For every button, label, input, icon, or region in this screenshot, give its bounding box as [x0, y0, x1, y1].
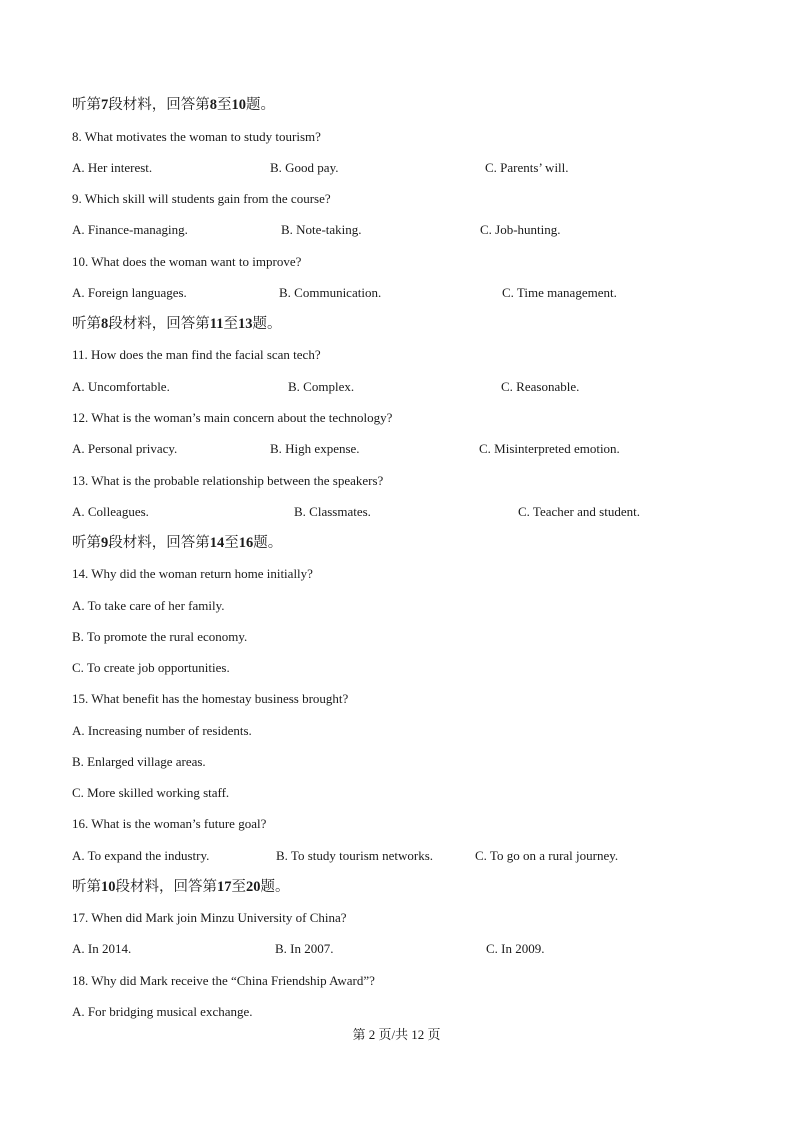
option-a: A. Colleagues.: [72, 504, 149, 519]
option-a: A. In 2014.: [72, 941, 132, 956]
option-c: C. Misinterpreted emotion.: [479, 441, 620, 456]
page-footer: 第 2 页/共 12 页: [352, 1027, 441, 1042]
section-heading: 听第9段材料，回答第14至16题。: [72, 535, 283, 551]
option-c: C. More skilled working staff.: [72, 785, 230, 800]
option-b: B. Note-taking.: [281, 222, 362, 237]
option-b: B. To study tourism networks.: [276, 848, 434, 863]
option-c: C. Job-hunting.: [480, 222, 561, 237]
question-text: 10. What does the woman want to improve?: [72, 254, 302, 269]
option-c: C. Time management.: [502, 285, 617, 300]
question-text: 9. Which skill will students gain from the course?: [72, 191, 331, 206]
question-text: 18. Why did Mark receive the “China Friendship Award”?: [72, 973, 375, 988]
option-c: C. In 2009.: [486, 941, 545, 956]
question-text: 16. What is the woman’s future goal?: [72, 816, 267, 831]
section-heading: 听第10段材料，回答第17至20题。: [72, 879, 290, 895]
option-c: C. To go on a rural journey.: [475, 848, 619, 863]
question-text: 11. How does the man find the facial scan tech?: [72, 347, 321, 362]
option-b: B. To promote the rural economy.: [72, 629, 248, 644]
option-a: A. For bridging musical exchange.: [72, 1004, 253, 1019]
option-a: A. Personal privacy.: [72, 441, 178, 456]
option-a: A. Her interest.: [72, 160, 153, 175]
option-b: B. In 2007.: [275, 941, 334, 956]
option-a: A. To take care of her family.: [72, 598, 225, 613]
option-a: A. Increasing number of residents.: [72, 723, 252, 738]
option-a: A. Finance-managing.: [72, 222, 188, 237]
section-heading: 听第8段材料，回答第11至13题。: [72, 316, 282, 332]
question-text: 17. When did Mark join Minzu University of China?: [72, 910, 347, 925]
option-b: B. Classmates.: [294, 504, 371, 519]
question-text: 13. What is the probable relationship between the speakers?: [72, 473, 384, 488]
option-a: A. To expand the industry.: [72, 848, 210, 863]
option-b: B. Good pay.: [270, 160, 339, 175]
option-c: C. To create job opportunities.: [72, 660, 230, 675]
section-heading: 听第7段材料，回答第8至10题。: [72, 97, 275, 113]
option-c: C. Teacher and student.: [518, 504, 640, 519]
option-b: B. Enlarged village areas.: [72, 754, 206, 769]
question-text: 12. What is the woman’s main concern about the technology?: [72, 410, 393, 425]
option-c: C. Parents’ will.: [485, 160, 569, 175]
option-a: A. Foreign languages.: [72, 285, 187, 300]
option-b: B. Complex.: [288, 379, 355, 394]
option-b: B. High expense.: [270, 441, 360, 456]
question-text: 15. What benefit has the homestay business brought?: [72, 691, 349, 706]
option-c: C. Reasonable.: [501, 379, 580, 394]
question-text: 8. What motivates the woman to study tourism?: [72, 129, 321, 144]
option-b: B. Communication.: [279, 285, 382, 300]
option-a: A. Uncomfortable.: [72, 379, 170, 394]
question-text: 14. Why did the woman return home initially?: [72, 566, 313, 581]
